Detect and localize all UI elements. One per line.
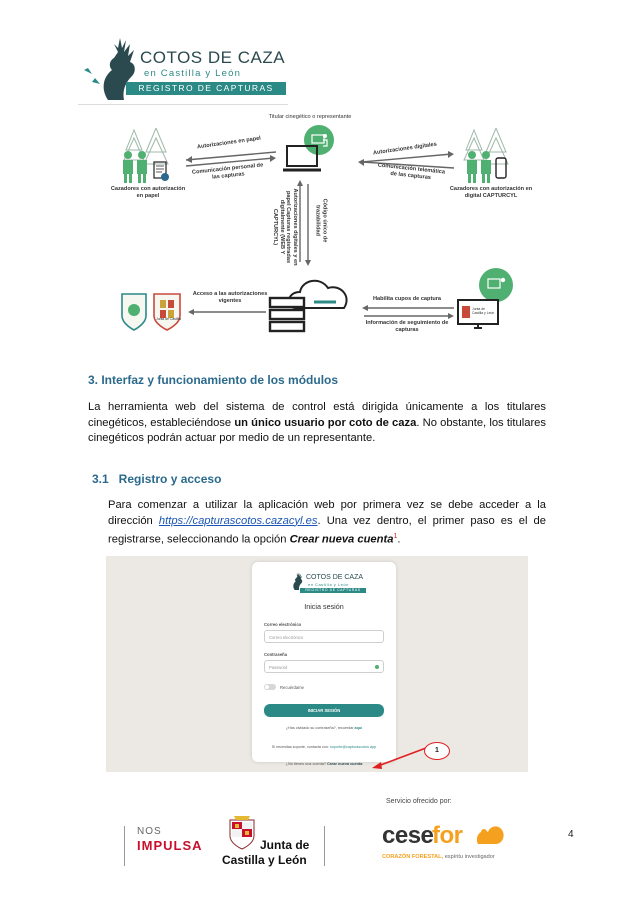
junta-line1: Junta de xyxy=(260,838,310,852)
server-right-arrows xyxy=(358,304,456,320)
login-card xyxy=(252,562,396,762)
seal-text: Junta de Castilla xyxy=(156,317,182,321)
forgot-password-text xyxy=(252,726,396,730)
section-3-heading: 3. Interfaz y funcionamiento de los módulos xyxy=(88,373,339,387)
nos-text: NOS xyxy=(137,826,162,837)
section-31-heading: 3.1 Registro y acceso xyxy=(92,472,222,486)
card-logo-band: REGISTRO DE CAPTURAS xyxy=(300,588,366,593)
card-logo-sub: en Castilla y León xyxy=(308,582,349,587)
cesefor-flame-icon xyxy=(474,824,506,850)
seals-icon xyxy=(118,290,184,332)
cesefor-logo xyxy=(382,820,522,870)
junta-small-label: Junta de Castilla y León xyxy=(472,307,495,315)
server-cloud-icon xyxy=(266,268,356,340)
section-3-paragraph xyxy=(88,400,546,447)
section-31-text-2: . Una vez dentro, el primer paso es el de registrarse, seleccionando la opción xyxy=(108,514,546,546)
forgot-text: ¿Has olvidado su contraseña?, recuerdar xyxy=(285,726,354,730)
cesefor-tag2: espíritu investigador xyxy=(444,854,495,860)
card-deer-logo-icon xyxy=(286,570,306,590)
email-label: Correo electrónico xyxy=(264,622,302,627)
remember-label: Recuérdame xyxy=(280,685,304,690)
titular-label: Titular cinegético o representante xyxy=(268,114,352,120)
callout-circle xyxy=(424,742,450,760)
create-account-link[interactable]: Crear nueva cuenta xyxy=(327,762,363,766)
remember-toggle[interactable] xyxy=(264,684,276,690)
junta-line2: Castilla y León xyxy=(222,853,307,867)
right-arrow-top-label: Autorizaciones digitales xyxy=(372,141,438,157)
callout-arrow xyxy=(370,746,430,772)
vertical-left-label: Autorizaciones digitales y en papel Capturas registradas digitalmente (WEB Y CAPTURCYL) xyxy=(272,188,298,266)
server-right-bottom-label: Información de seguimiento de capturas xyxy=(365,320,449,333)
forgot-link[interactable]: aquí xyxy=(354,726,363,730)
server-left-label: Acceso a las autorizaciones vigentes xyxy=(192,291,268,304)
hunters-right-icon xyxy=(462,150,512,184)
login-screenshot xyxy=(106,556,528,772)
login-title: Inicia sesión xyxy=(304,602,344,611)
page-number: 4 xyxy=(568,829,574,840)
monitor-icon xyxy=(456,298,500,332)
section-31-paragraph xyxy=(108,498,546,548)
logo-subtitle: en Castilla y León xyxy=(144,68,242,79)
login-submit-button[interactable]: INICIAR SESIÓN xyxy=(264,704,384,717)
show-password-icon[interactable] xyxy=(375,665,379,669)
left-arrow-bottom-label: Comunicación personal de las capturas xyxy=(191,162,264,181)
section-3-text-2: . No obstante, los titulares cinegéticos podrán actuar por medio de un representante. xyxy=(88,416,546,444)
vertical-arrows xyxy=(296,180,312,266)
section-31-text-end: . xyxy=(397,533,401,546)
cesefor-tag1: CORAZÓN FORESTAL, xyxy=(382,854,444,860)
section-3-bold: un único usuario por coto de caza xyxy=(234,416,417,429)
logo-title: COTOS DE CAZA xyxy=(140,48,286,67)
cesefor-for: for xyxy=(432,822,463,849)
logo-band: REGISTRO DE CAPTURAS xyxy=(126,82,286,95)
left-actor-label: Cazadores con autorización en papel xyxy=(110,186,186,199)
footer-divider xyxy=(324,826,325,866)
card-logo-title: COTOS DE CAZA xyxy=(306,574,364,581)
no-account-label: ¿No tienes una cuenta? xyxy=(285,762,326,766)
support-label: Si necesitas soporte, contacta con: xyxy=(271,745,329,749)
support-email-link[interactable]: soporte@capturascotos.app xyxy=(330,745,377,749)
nos-impulsa-logo xyxy=(124,826,220,866)
left-arrow-top-label: Autorizaciones en papel xyxy=(196,135,262,151)
laptop-icon xyxy=(282,144,322,174)
section-31-text-1: Para comenzar a utilizar la aplicación web por primera vez se debe acceder a la dirección xyxy=(108,499,546,527)
capturas-url-link[interactable]: https://capturascotos.cazacyl.es xyxy=(158,514,318,527)
architecture-diagram xyxy=(100,110,540,350)
impulsa-text: IMPULSA xyxy=(137,838,203,853)
server-right-top-label: Habilita cupos de captura xyxy=(372,296,442,302)
email-input[interactable]: Correo electrónico xyxy=(264,630,384,643)
footnote-ref: 1 xyxy=(393,533,398,540)
junta-coat-of-arms-icon xyxy=(228,816,256,850)
cesefor-cese: cese xyxy=(382,822,434,849)
server-left-arrow xyxy=(186,308,268,316)
offered-by-label: Servicio ofrecido por: xyxy=(386,798,452,805)
cesefor-tagline xyxy=(382,854,495,860)
callout-number: 1 xyxy=(435,747,439,754)
vertical-right-label: Código único de trazabilidad xyxy=(315,198,328,243)
password-label: Contraseña xyxy=(264,652,288,657)
crear-cuenta-italic: Crear nueva cuenta xyxy=(289,533,394,546)
header-logo xyxy=(78,30,288,102)
section-3-text-1: La herramienta web del sistema de control está dirigida únicamente a los titulares cinegéticos, estableciéndose xyxy=(88,401,546,429)
hunters-left-icon xyxy=(118,150,174,184)
right-actor-label: Cazadores con autorización en digital CAPTURCYL xyxy=(449,186,533,199)
right-arrow-bottom-label: Comunicación telemática de las capturas xyxy=(377,162,446,181)
password-input[interactable]: Password xyxy=(264,660,384,673)
header-rule xyxy=(78,104,288,105)
